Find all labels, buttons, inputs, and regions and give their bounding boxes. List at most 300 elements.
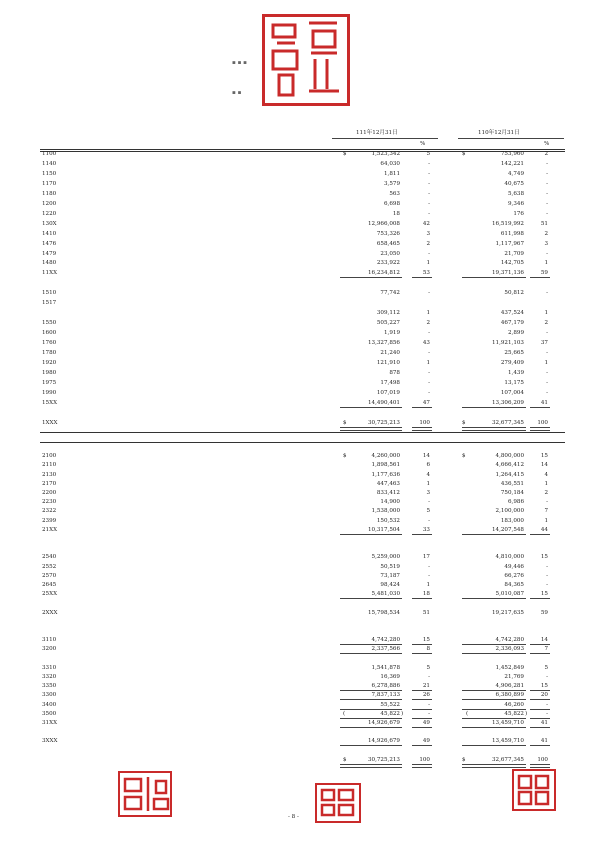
pct-current: 4 [426, 471, 430, 478]
pct-prior: - [546, 379, 548, 386]
amount-current: 30,725,213 [367, 756, 400, 763]
pct-current: 43 [422, 340, 430, 347]
pct-prior: 15 [540, 591, 548, 598]
row-code: 1220 [42, 210, 57, 217]
row-underline [340, 598, 402, 599]
row-code: 21XX [42, 526, 58, 533]
seal-glyphs [265, 17, 347, 103]
pct-current: 33 [422, 526, 430, 533]
amount-prior: 183,000 [500, 517, 524, 524]
row-code: 3XXX [42, 738, 58, 745]
row-underline [530, 764, 550, 768]
row-code: 1170 [42, 180, 57, 187]
amount-prior: 4,810,000 [495, 554, 524, 561]
amount-current: 77,742 [380, 290, 400, 297]
row-underline [340, 764, 402, 768]
row-code: 3500 [42, 710, 57, 717]
pct-prior: - [546, 499, 548, 506]
row-underline [462, 690, 526, 691]
pct-header-1: % [420, 141, 426, 147]
pct-current: 18 [422, 591, 430, 598]
row-underline [412, 709, 432, 710]
amount-current: 6,698 [383, 200, 400, 207]
amount-prior: 1,117,967 [495, 240, 524, 247]
liab-header-top-rule [40, 432, 565, 433]
row-underline [340, 709, 402, 710]
pct-current: 1 [426, 480, 430, 487]
row-code: 1600 [42, 330, 57, 337]
row-code: 2200 [42, 490, 57, 496]
row-underline [412, 690, 432, 691]
pct-current: 5 [426, 664, 430, 671]
amount-current: 505,227 [376, 320, 400, 327]
amount-current: 12,966,008 [367, 220, 400, 227]
report-title-line1: ▪ ▪ ▪ [232, 60, 247, 66]
row-underline [462, 427, 526, 431]
currency-symbol: $ [462, 453, 466, 460]
amount-current: 563 [389, 190, 400, 197]
row-underline [340, 534, 402, 535]
amount-prior: 25,665 [504, 350, 524, 356]
row-underline [340, 718, 402, 719]
row-underline [462, 407, 526, 408]
row-underline [462, 653, 526, 654]
row-code: 1975 [42, 379, 57, 386]
amount-prior: 2,336,093 [495, 646, 524, 653]
row-underline [530, 690, 550, 691]
row-code: 1150 [42, 170, 57, 177]
pct-prior: 41 [540, 399, 548, 406]
row-underline [462, 709, 526, 710]
amount-prior: 14,207,548 [491, 526, 524, 533]
row-code: 1476 [42, 240, 57, 247]
row-code: 1480 [42, 260, 57, 267]
row-code: 1920 [42, 359, 57, 366]
row-underline [340, 699, 402, 700]
amount-prior: 4,906,281 [495, 683, 524, 690]
amount-current: 5,259,000 [371, 554, 400, 561]
currency-symbol: $ [343, 151, 347, 157]
row-underline [530, 709, 550, 710]
pct-prior: 15 [540, 554, 548, 561]
company-seal-top [262, 14, 350, 106]
amount-current: 1,898,561 [371, 462, 400, 469]
pct-current: - [428, 710, 430, 717]
chairman-seal [118, 771, 172, 817]
amount-current: 4,742,280 [371, 637, 400, 644]
amount-current: 1,919 [383, 330, 400, 337]
amount-prior: 436,551 [500, 480, 524, 487]
row-code: 1780 [42, 350, 57, 356]
pct-current: 1 [426, 582, 430, 588]
row-code: 31XX [42, 720, 58, 726]
row-underline [530, 644, 550, 645]
amount-current: 5,481,030 [371, 591, 400, 598]
period1-header: 111年12月31日 [356, 130, 398, 136]
amount-prior: 46,260 [504, 701, 524, 708]
pct-prior: - [546, 160, 548, 167]
amount-prior: 6,986 [507, 499, 524, 506]
amount-prior: 9,346 [507, 200, 524, 207]
pct-current: 26 [422, 692, 430, 699]
row-code: 3200 [42, 646, 57, 653]
amount-current: 753,326 [376, 230, 400, 237]
amount-current: 447,463 [376, 480, 400, 487]
row-underline [412, 699, 432, 700]
pct-prior: 20 [540, 692, 548, 699]
pct-current: 2 [426, 320, 430, 327]
amount-current: 7,837,133 [371, 692, 400, 699]
amount-prior: 13,306,209 [491, 399, 524, 406]
row-underline [462, 745, 526, 746]
pct-current: 15 [422, 637, 430, 644]
pct-current: 1 [426, 310, 430, 317]
row-code: 1517 [42, 300, 57, 307]
pct-current: 6 [426, 462, 430, 469]
row-underline [340, 644, 402, 645]
row-code: 1140 [42, 160, 57, 167]
row-underline [530, 407, 550, 408]
amount-current: 15,798,534 [367, 609, 400, 616]
amount-current: 16,369 [380, 674, 400, 680]
amount-prior: 84,365 [504, 582, 524, 588]
currency-symbol: $ [462, 151, 466, 157]
row-code: 130X [42, 220, 57, 227]
row-code: 1XXX [42, 419, 58, 426]
row-code: 3320 [42, 674, 57, 680]
row-underline [530, 534, 550, 535]
paren-close: ) [401, 710, 404, 717]
row-code: 3300 [42, 692, 57, 699]
amount-prior: 176 [513, 210, 524, 217]
row-underline [412, 718, 432, 719]
pct-prior: 3 [544, 240, 548, 247]
amount-prior: 4,749 [507, 170, 524, 177]
row-underline [530, 718, 550, 719]
period2-header-rule [458, 138, 564, 139]
currency-symbol: $ [343, 419, 347, 426]
amount-prior: 4,742,280 [495, 637, 524, 644]
row-code: 1410 [42, 230, 57, 237]
row-code: 3110 [42, 637, 57, 644]
pct-prior: 5 [544, 664, 548, 671]
report-title-line2: ▪ ▪ [232, 90, 242, 96]
row-underline [462, 534, 526, 535]
pct-prior: - [546, 290, 548, 297]
row-code: 2110 [42, 462, 57, 469]
pct-prior: - [546, 190, 548, 197]
pct-current: - [428, 701, 430, 708]
currency-symbol: $ [343, 756, 347, 763]
row-code: 1479 [42, 250, 57, 257]
amount-prior: 66,276 [504, 572, 524, 579]
page-number: - 8 - [288, 814, 299, 820]
pct-current: - [428, 674, 430, 680]
row-underline [530, 699, 550, 700]
amount-current: 4,260,000 [371, 453, 400, 460]
row-underline [530, 598, 550, 599]
pct-current: 100 [419, 756, 430, 763]
row-underline [412, 598, 432, 599]
pct-prior: 15 [540, 683, 548, 690]
amount-current: 45,822 [380, 710, 400, 717]
pct-prior: 41 [540, 738, 548, 745]
pct-current: 5 [426, 508, 430, 515]
amount-current: 21,240 [380, 350, 400, 356]
amount-prior: 5,010,087 [495, 591, 524, 598]
paren-open: ( [343, 710, 346, 717]
pct-prior: - [546, 389, 548, 396]
pct-current: - [428, 200, 430, 207]
row-code: 2XXX [42, 609, 58, 616]
amount-prior: 50,812 [504, 290, 524, 297]
pct-prior: 15 [540, 453, 548, 460]
amount-current: 1,541,878 [371, 664, 400, 671]
row-code: 2540 [42, 554, 57, 561]
paren-close: ) [525, 710, 528, 717]
row-underline [340, 745, 402, 746]
row-underline [462, 598, 526, 599]
row-underline [530, 727, 550, 728]
header-top-rule [40, 149, 565, 150]
pct-current: - [428, 389, 430, 396]
row-code: 25XX [42, 591, 58, 598]
pct-prior: - [546, 710, 548, 717]
pct-current: 53 [422, 270, 430, 277]
row-code: 1990 [42, 389, 57, 396]
amount-current: 18 [392, 210, 400, 217]
amount-current: 14,900 [380, 499, 400, 506]
row-underline [412, 407, 432, 408]
amount-prior: 40,675 [504, 180, 524, 187]
row-underline [530, 653, 550, 654]
amount-current: 833,412 [376, 490, 400, 496]
row-underline [462, 277, 526, 278]
pct-prior: 1 [544, 359, 548, 366]
amount-prior: 4,800,000 [495, 453, 524, 460]
pct-prior: - [546, 701, 548, 708]
row-underline [530, 745, 550, 746]
pct-current: 100 [419, 419, 430, 426]
pct-current: - [428, 170, 430, 177]
row-code: 11XX [42, 270, 58, 277]
pct-current: - [428, 290, 430, 297]
pct-current: 3 [426, 490, 430, 496]
pct-current: - [428, 330, 430, 337]
row-underline [412, 427, 432, 431]
pct-header-2: % [544, 141, 550, 147]
amount-current: 121,910 [376, 359, 400, 366]
pct-prior: 41 [540, 720, 548, 726]
pct-prior: 2 [544, 230, 548, 237]
pct-current: 49 [422, 738, 430, 745]
pct-current: 14 [422, 453, 430, 460]
pct-current: - [428, 190, 430, 197]
row-underline [462, 644, 526, 645]
pct-prior: - [546, 200, 548, 207]
pct-current: 47 [422, 399, 430, 406]
pct-prior: 1 [544, 517, 548, 524]
pct-prior: - [546, 582, 548, 588]
amount-current: 1,523,342 [371, 151, 400, 157]
row-code: 2322 [42, 508, 57, 515]
amount-current: 64,030 [380, 160, 400, 167]
row-code: 2170 [42, 480, 57, 487]
amount-current: 14,926,679 [367, 738, 400, 745]
amount-current: 309,112 [376, 310, 400, 317]
pct-current: 17 [422, 554, 430, 561]
amount-prior: 45,822 [504, 710, 524, 717]
amount-prior: 19,371,136 [491, 270, 524, 277]
amount-prior: 13,459,710 [491, 720, 524, 726]
amount-prior: 2,100,000 [495, 508, 524, 515]
amount-prior: 16,519,992 [491, 220, 524, 227]
pct-prior: 2 [544, 490, 548, 496]
pct-current: 2 [426, 240, 430, 247]
currency-symbol: $ [343, 453, 347, 460]
row-underline [412, 727, 432, 728]
row-code: 2645 [42, 582, 57, 588]
pct-current: - [428, 210, 430, 217]
row-code: 2230 [42, 499, 57, 506]
row-underline [412, 764, 432, 768]
manager-seal [315, 783, 361, 823]
pct-prior: - [546, 180, 548, 187]
row-underline [462, 764, 526, 768]
row-underline [340, 690, 402, 691]
row-code: 1200 [42, 200, 57, 207]
pct-prior: 59 [540, 609, 548, 616]
amount-current: 98,424 [380, 582, 400, 588]
pct-current: 5 [426, 151, 430, 157]
row-underline [340, 427, 402, 431]
pct-prior: 51 [540, 220, 548, 227]
row-code: 1980 [42, 369, 57, 376]
row-code: 3310 [42, 664, 57, 671]
currency-symbol: $ [462, 419, 466, 426]
row-code: 15XX [42, 399, 58, 406]
period1-header-rule [332, 138, 438, 139]
pct-prior: 14 [540, 637, 548, 644]
pct-current: - [428, 499, 430, 506]
row-underline [412, 653, 432, 654]
pct-current: - [428, 180, 430, 187]
amount-prior: 753,960 [500, 151, 524, 157]
pct-prior: 1 [544, 260, 548, 267]
row-code: 1550 [42, 320, 57, 327]
pct-current: 1 [426, 260, 430, 267]
amount-current: 30,725,213 [367, 419, 400, 426]
amount-current: 55,522 [380, 701, 400, 708]
amount-current: 23,050 [380, 250, 400, 257]
amount-current: 878 [389, 369, 400, 376]
amount-prior: 107,004 [500, 389, 524, 396]
row-underline [412, 534, 432, 535]
amount-prior: 2,899 [507, 330, 524, 337]
pct-prior: 14 [540, 462, 548, 469]
row-underline [412, 277, 432, 278]
pct-current: - [428, 250, 430, 257]
amount-current: 13,327,856 [367, 340, 400, 347]
period2-header: 110年12月31日 [478, 130, 520, 136]
row-code: 2570 [42, 572, 57, 579]
row-underline [412, 745, 432, 746]
amount-prior: 21,709 [504, 250, 524, 257]
pct-current: - [428, 563, 430, 570]
pct-prior: 59 [540, 270, 548, 277]
row-underline [340, 407, 402, 408]
amount-prior: 437,524 [500, 310, 524, 317]
pct-current: 1 [426, 359, 430, 366]
pct-prior: 1 [544, 310, 548, 317]
pct-prior: 44 [540, 526, 548, 533]
row-code: 1100 [42, 151, 57, 157]
row-code: 3400 [42, 701, 57, 708]
pct-prior: 7 [544, 646, 548, 653]
row-underline [530, 427, 550, 431]
pct-prior: 4 [544, 471, 548, 478]
amount-prior: 1,264,415 [495, 471, 524, 478]
pct-prior: - [546, 210, 548, 217]
pct-prior: 1 [544, 480, 548, 487]
amount-current: 17,498 [380, 379, 400, 386]
amount-prior: 19,217,635 [491, 609, 524, 616]
amount-prior: 467,179 [500, 320, 524, 327]
amount-current: 14,926,679 [367, 720, 400, 726]
pct-prior: - [546, 330, 548, 337]
row-code: 2100 [42, 453, 57, 460]
amount-current: 10,317,504 [367, 526, 400, 533]
pct-prior: - [546, 674, 548, 680]
pct-current: - [428, 160, 430, 167]
pct-current: 49 [422, 720, 430, 726]
amount-current: 1,811 [383, 170, 400, 177]
amount-prior: 142,705 [500, 260, 524, 267]
amount-prior: 32,677,345 [491, 419, 524, 426]
pct-current: - [428, 572, 430, 579]
pct-current: - [428, 350, 430, 356]
amount-current: 107,019 [376, 389, 400, 396]
amount-current: 658,465 [376, 240, 400, 247]
pct-prior: 2 [544, 320, 548, 327]
row-code: 1180 [42, 190, 57, 197]
pct-current: - [428, 517, 430, 524]
row-code: 2552 [42, 563, 57, 570]
amount-current: 3,579 [383, 180, 400, 187]
row-underline [530, 277, 550, 278]
paren-open: ( [466, 710, 469, 717]
amount-prior: 1,452,849 [495, 664, 524, 671]
row-underline [412, 644, 432, 645]
amount-current: 233,922 [376, 260, 400, 267]
pct-current: - [428, 379, 430, 386]
amount-current: 150,532 [376, 517, 400, 524]
amount-current: 16,234,812 [367, 270, 400, 277]
pct-prior: 2 [544, 151, 548, 157]
amount-prior: 32,677,345 [491, 756, 524, 763]
pct-prior: 100 [537, 756, 548, 763]
row-underline [340, 727, 402, 728]
amount-prior: 750,184 [500, 490, 524, 496]
row-underline [340, 277, 402, 278]
pct-current: 21 [422, 683, 430, 690]
row-underline [462, 699, 526, 700]
row-underline [462, 718, 526, 719]
pct-current: 42 [422, 220, 430, 227]
amount-prior: 49,446 [504, 563, 524, 570]
pct-prior: - [546, 563, 548, 570]
row-underline [340, 653, 402, 654]
